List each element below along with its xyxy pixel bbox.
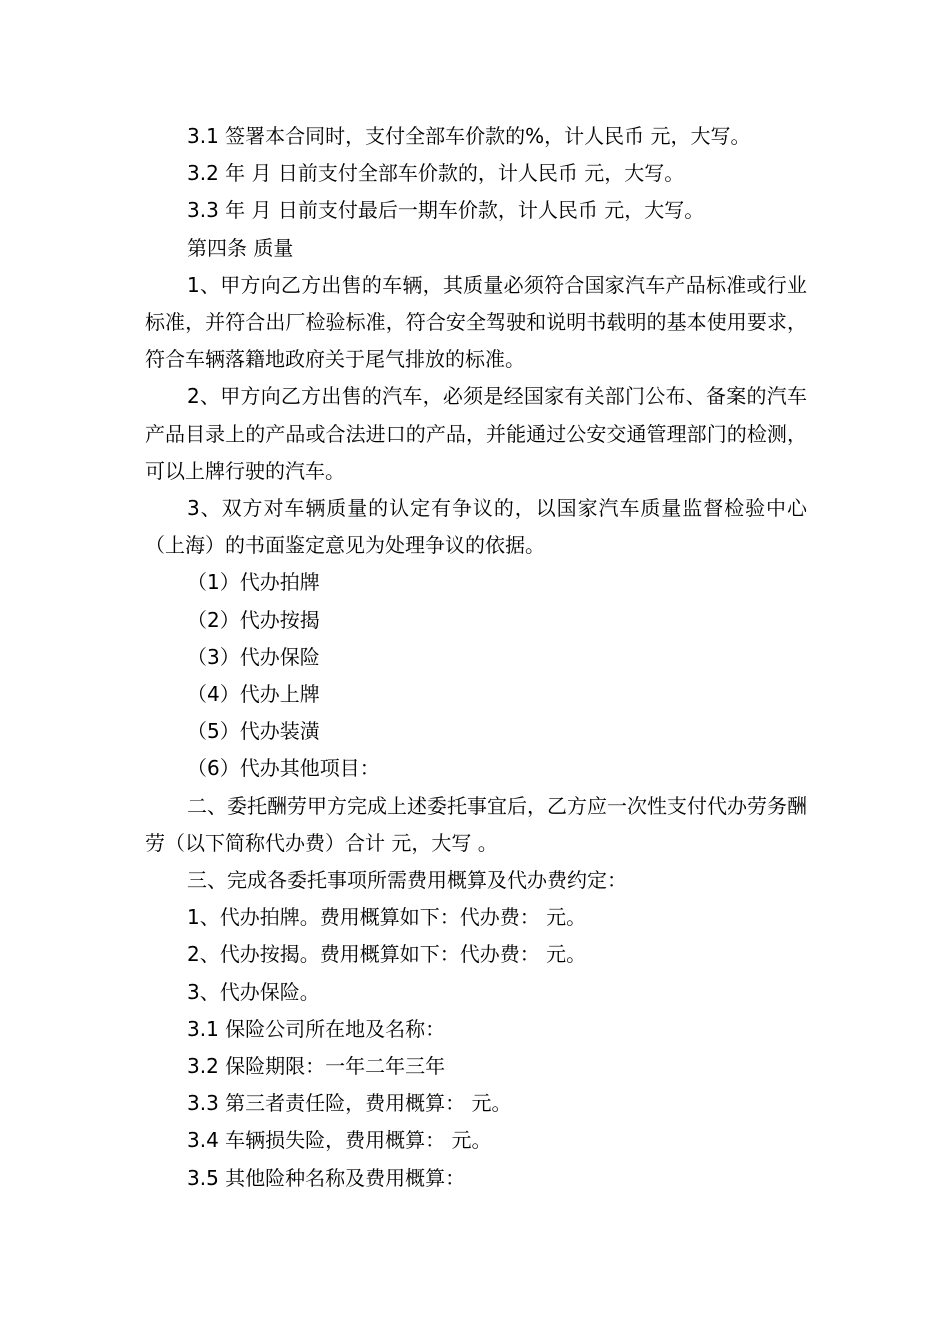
paragraph-payment-3-2: 3.2 年 月 日前支付全部车价款的，计人民币 元，大写。 bbox=[187, 161, 685, 186]
section-title-quality: 第四条 质量 bbox=[187, 235, 294, 260]
paragraph-quality-2: 2、甲方向乙方出售的汽车，必须是经国家有关部门公布、备案的汽车产品目录上的产品或合法进口的产品，并能通过公安交通管理部门的检测，可以上牌行驶的汽车。 bbox=[145, 384, 807, 483]
paragraph-mortgage-fee: 2、代办按揭。费用概算如下：代办费： 元。 bbox=[187, 942, 587, 967]
paragraph-payment-3-3: 3.3 年 月 日前支付最后一期车价款，计人民币 元，大写。 bbox=[187, 198, 705, 223]
paragraph-other-insurance: 3.5 其他险种名称及费用概算： bbox=[187, 1165, 466, 1190]
list-item-other-service: （6）代办其他项目： bbox=[187, 756, 380, 781]
list-item-decoration-service: （5）代办装潢 bbox=[187, 719, 320, 744]
paragraph-third-party-insurance: 3.3 第三者责任险，费用概算： 元。 bbox=[187, 1091, 512, 1116]
paragraph-quality-3: 3、双方对车辆质量的认定有争议的，以国家汽车质量监督检验中心（上海）的书面鉴定意见为处理争议的依据。 bbox=[145, 496, 807, 558]
paragraph-service-fee: 二、委托酬劳甲方完成上述委托事宜后，乙方应一次性支付代办劳务酬劳（以下简称代办费）合计 元，大写 。 bbox=[145, 793, 807, 855]
list-item-plate-service: （1）代办拍牌 bbox=[187, 570, 320, 595]
paragraph-fee-estimate-title: 三、完成各委托事项所需费用概算及代办费约定： bbox=[187, 868, 627, 893]
paragraph-insurance: 3、代办保险。 bbox=[187, 979, 320, 1004]
list-item-mortgage-service: （2）代办按揭 bbox=[187, 607, 320, 632]
list-item-insurance-service: （3）代办保险 bbox=[187, 644, 320, 669]
list-item-registration-service: （4）代办上牌 bbox=[187, 682, 320, 707]
paragraph-payment-3-1: 3.1 签署本合同时，支付全部车价款的%，计人民币 元，大写。 bbox=[187, 124, 751, 148]
paragraph-quality-1: 1、甲方向乙方出售的车辆，其质量必须符合国家汽车产品标准或行业标准，并符合出厂检验标准，符合安全驾驶和说明书载明的基本使用要求，符合车辆落籍地政府关于尾气排放的标准。 bbox=[145, 272, 807, 372]
paragraph-insurance-term: 3.2 保险期限：一年二年三年 bbox=[187, 1054, 446, 1079]
paragraph-insurance-company: 3.1 保险公司所在地及名称： bbox=[187, 1016, 446, 1041]
paragraph-vehicle-damage-insurance: 3.4 车辆损失险，费用概算： 元。 bbox=[187, 1128, 492, 1153]
document-body bbox=[145, 118, 807, 1197]
paragraph-plate-fee: 1、代办拍牌。费用概算如下：代办费： 元。 bbox=[187, 905, 587, 930]
